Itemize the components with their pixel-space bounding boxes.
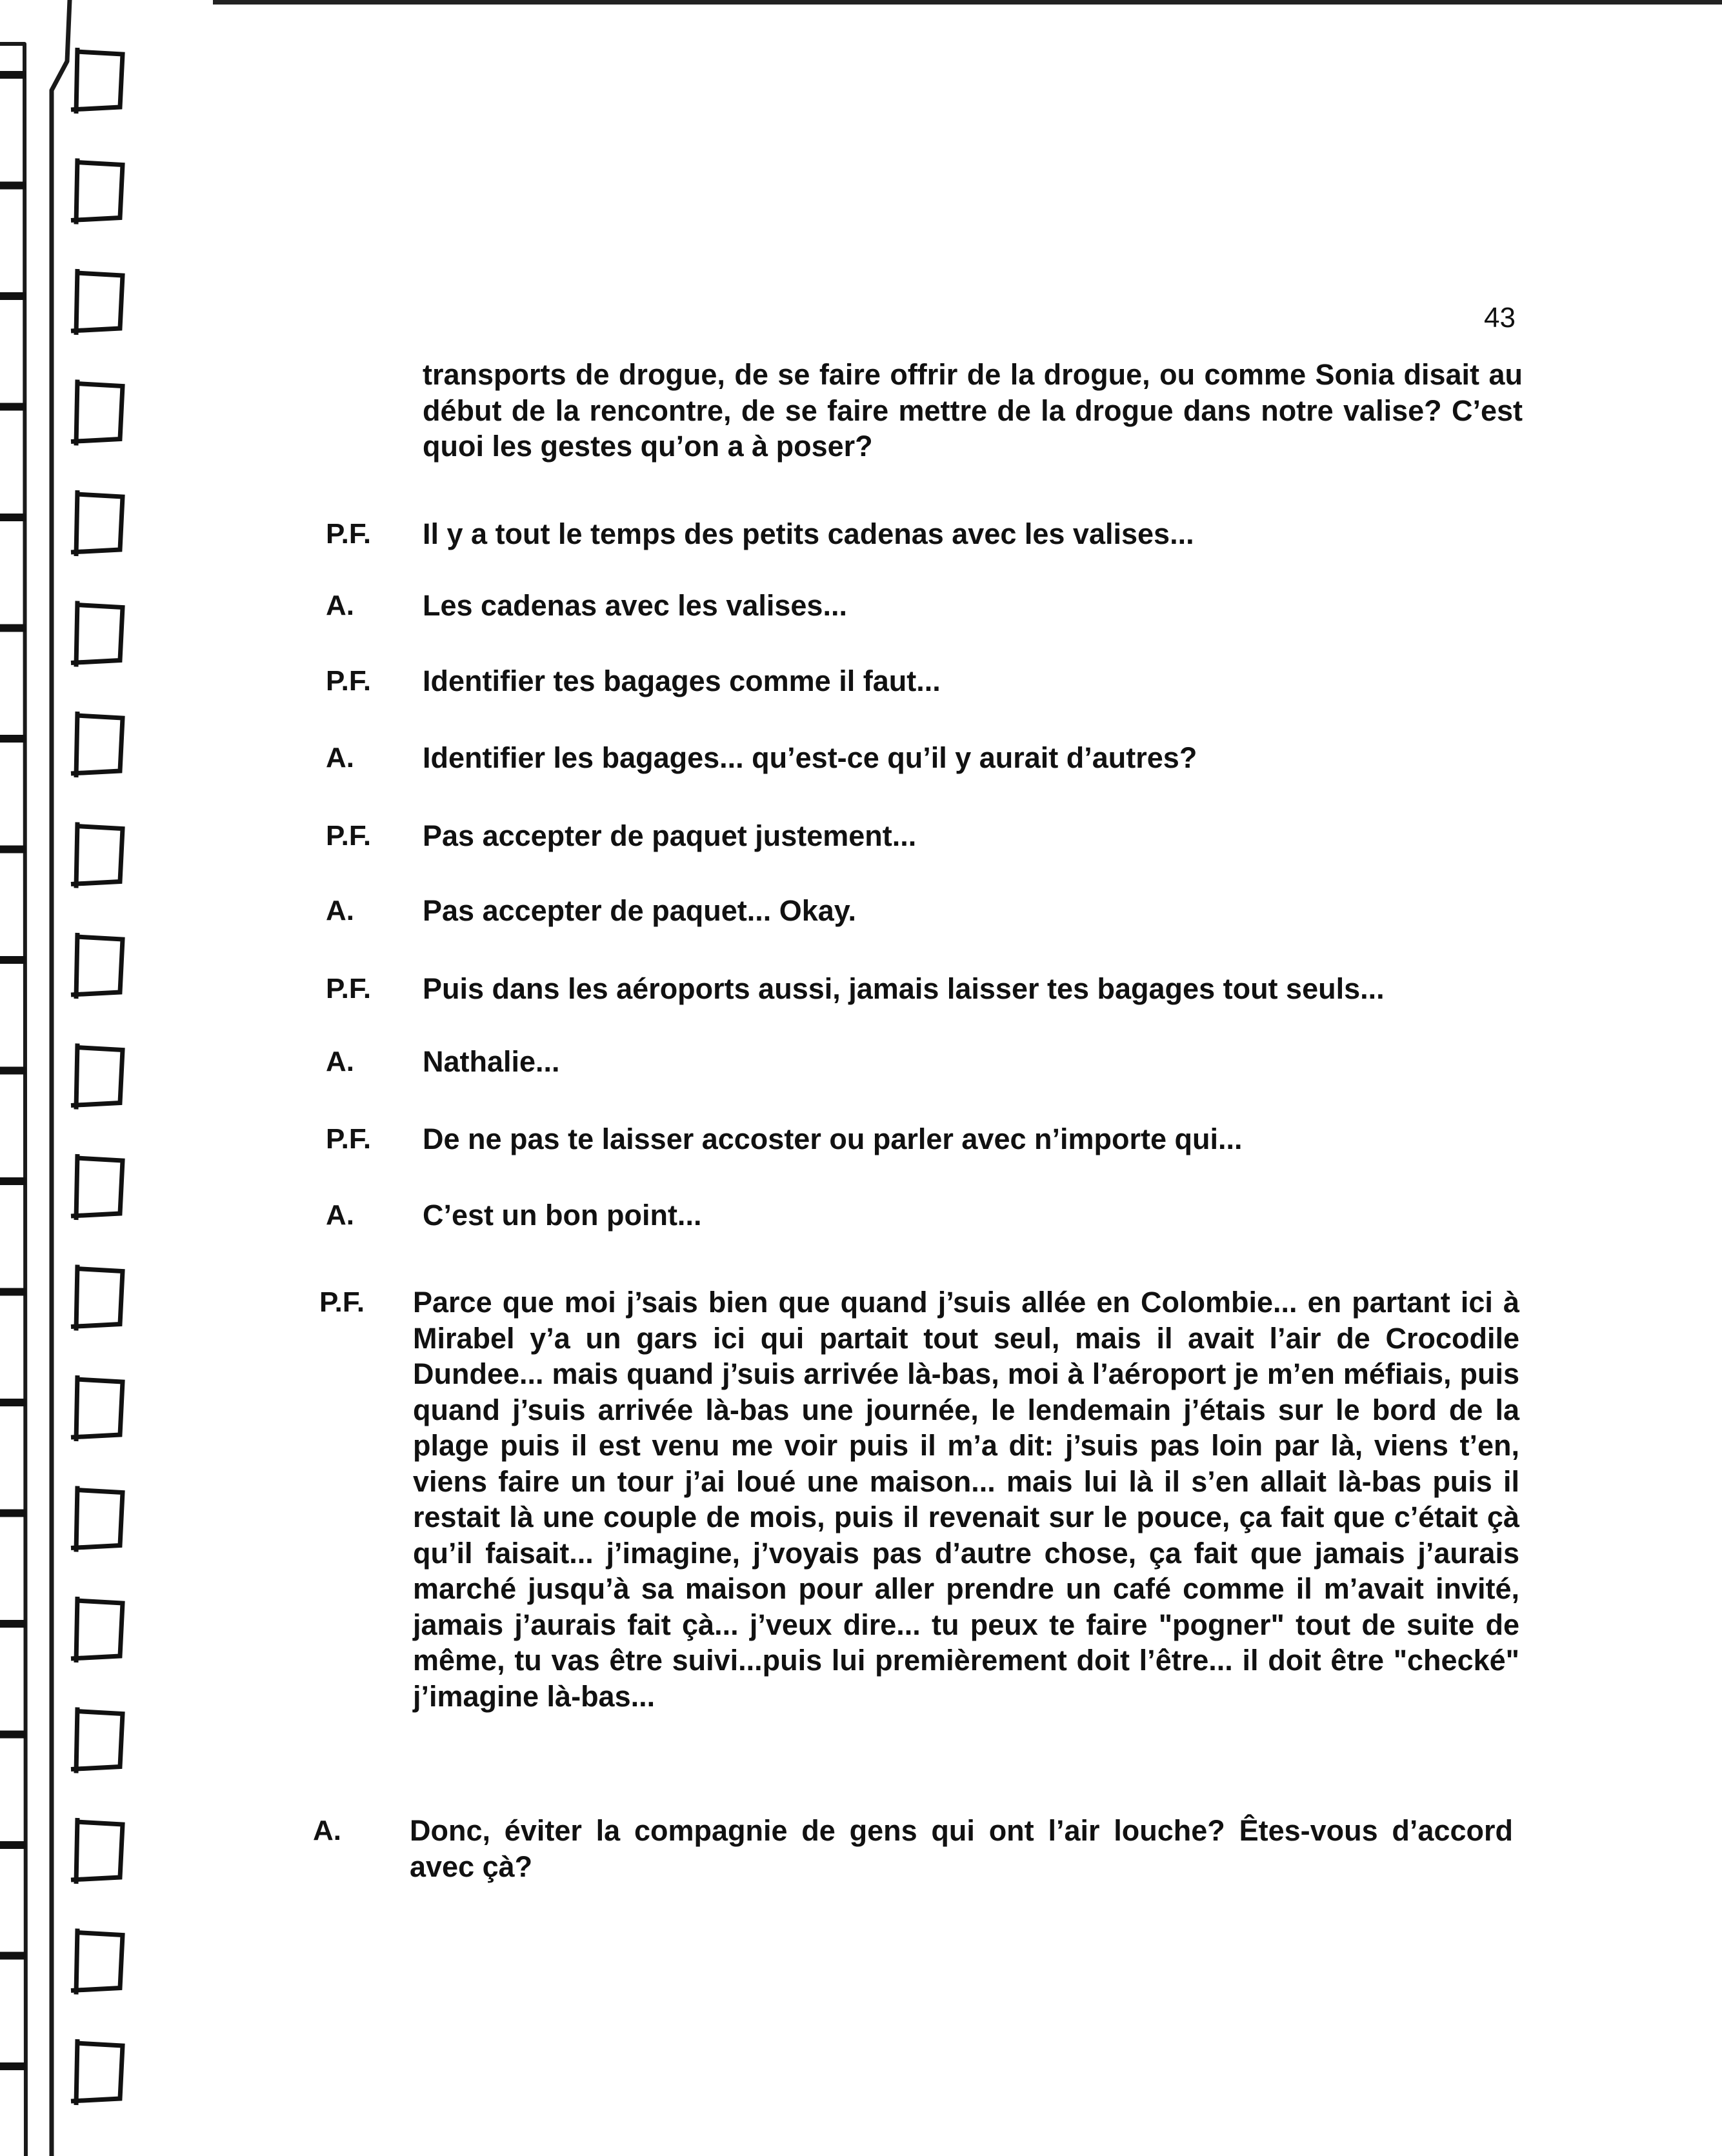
speaker-label: A. <box>326 590 354 621</box>
speech-text: Parce que moi j’sais bien que quand j’suis allée en Colombie... en partant ici à Mirabel y’a un gars ici qui partait tout seul, mais il avait l’air de Crocodile Dundee... mais quand j’suis arrivée là-bas, moi à l’aéroport je m’en méfiais, puis quand j’suis arrivée là-bas une journée, le lendemain j’étais sur le bord de la plage puis il est venu me voir puis il m’a dit: j’suis pas loin par là, viens t’en, viens faire un tour j’ai loué une maison... mais lui là il s’en allait là-bas puis il restait là une couple de mois, puis il revenait sur le pouce, ça fait que c’était çà qu’il faisait... j’imagine, j’voyais pas d’autre chose, ça fait que jamais j’aurais marché jusqu’à sa maison pour aller prendre un café comme il m’avait invité, jamais j’aurais fait çà... j’veux dire... tu peux te faire "pogner" tout de suite de même, tu vas être suivi...puis lui premièrement doit l’être... il doit être "checké" j’imagine là-bas... <box>413 1286 1519 1713</box>
speaker-label: P.F. <box>326 973 372 1004</box>
speech-text: Donc, éviter la compagnie de gens qui ont l’air louche? Êtes-vous d’accord avec çà? <box>410 1814 1513 1883</box>
speech-text: Pas accepter de paquet... Okay. <box>423 894 856 927</box>
speech-text: Pas accepter de paquet justement... <box>423 819 917 852</box>
page-number: 43 <box>1484 302 1516 334</box>
speaker-label: P.F. <box>326 518 372 550</box>
speaker-label: P.F. <box>326 820 372 852</box>
speech-text: De ne pas te laisser accoster ou parler avec n’importe qui... <box>423 1123 1243 1155</box>
speech-text: transports de drogue, de se faire offrir de la drogue, ou comme Sonia disait au début de la rencontre, de se faire mettre de la drogue dans notre valise? C’est quoi les gestes qu’on a à poser? <box>423 358 1523 463</box>
speech-text: Puis dans les aéroports aussi, jamais laisser tes bagages tout seuls... <box>423 972 1385 1005</box>
speech-text: Identifier tes bagages comme il faut... <box>423 664 941 697</box>
speaker-label: A. <box>326 1046 354 1077</box>
speaker-label: A. <box>326 895 354 926</box>
speech-text: Nathalie... <box>423 1045 560 1078</box>
speech-text: C’est un bon point... <box>423 1199 702 1232</box>
speech-text: Les cadenas avec les valises... <box>423 589 847 622</box>
speaker-label: A. <box>326 742 354 774</box>
speaker-label: A. <box>313 1815 341 1846</box>
speech-text: Il y a tout le temps des petits cadenas avec les valises... <box>423 517 1194 550</box>
speaker-label: P.F. <box>326 1123 372 1155</box>
speaker-label: A. <box>326 1199 354 1231</box>
speaker-label: P.F. <box>326 665 372 697</box>
speech-text: Identifier les bagages... qu’est-ce qu’il y aurait d’autres? <box>423 741 1197 774</box>
speaker-label: P.F. <box>319 1286 365 1318</box>
